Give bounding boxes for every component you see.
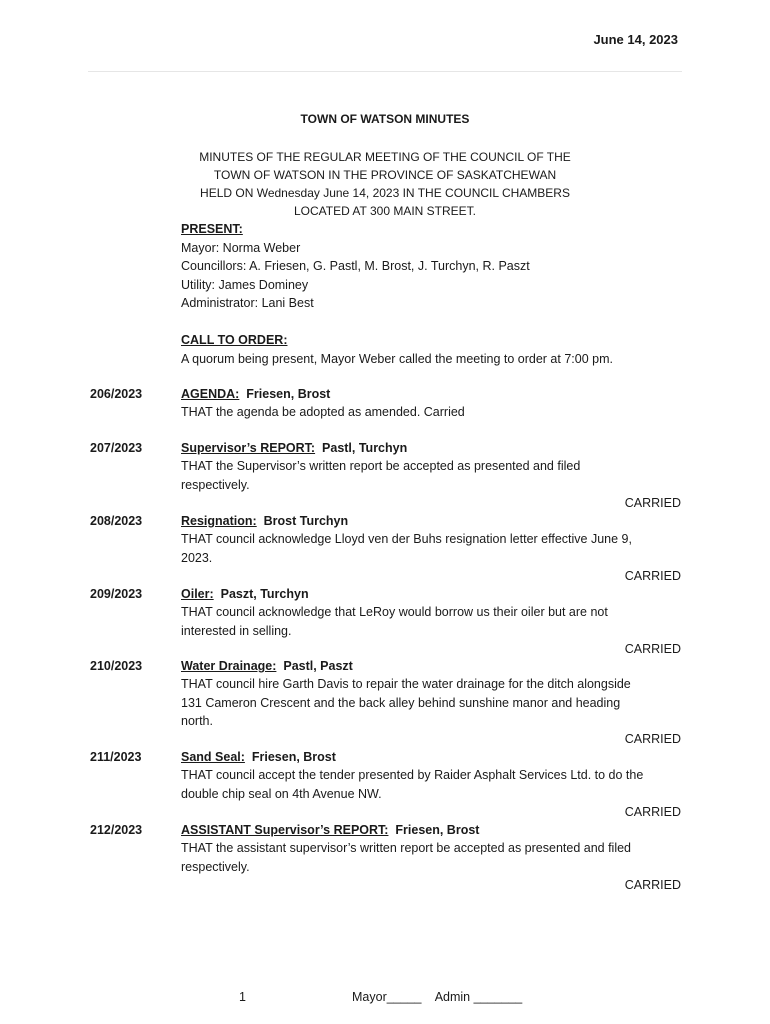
motion-text: 131 Cameron Crescent and the back alley behind sunshine manor and heading [181, 695, 621, 710]
header-divider [88, 71, 682, 72]
carried-label: CARRIED [624, 641, 681, 656]
page-footer [0, 990, 770, 1010]
present-line: Utility: James Dominey [181, 277, 309, 292]
motion-number: 211/2023 [90, 750, 142, 764]
motion-number: 207/2023 [90, 441, 143, 455]
present-line: Mayor: Norma Weber [181, 240, 301, 255]
motion-movers: Friesen, Brost [388, 823, 480, 837]
motion-movers: Paszt, Turchyn [213, 587, 309, 601]
motion-text: THAT council hire Garth Davis to repair the water drainage for the ditch alongside [181, 677, 631, 692]
motion-text: double chip seal on 4th Avenue NW. [181, 786, 382, 801]
present-line: Councillors: A. Friesen, G. Pastl, M. Brost, J. Turchyn, R. Paszt [181, 259, 530, 273]
motion-number: 212/2023 [90, 823, 143, 837]
page-number: 1 [239, 990, 246, 1004]
motion-label: Resignation: [181, 514, 257, 528]
motion-movers: Friesen, Brost [244, 750, 336, 764]
motion-text: THAT the Supervisor’s written report be accepted as presented and filed [181, 459, 581, 474]
motion-movers: Friesen, Brost [239, 387, 331, 401]
carried-label: CARRIED [624, 877, 681, 892]
carried-label: CARRIED [624, 732, 681, 747]
carried-label: CARRIED [624, 495, 681, 510]
motion-label: AGENDA: [181, 387, 240, 401]
motion-label: Water Drainage: [181, 659, 277, 673]
motion-number: 209/2023 [90, 587, 143, 601]
carried-label: CARRIED [624, 804, 681, 819]
document-date: June 14, 2023 [593, 32, 678, 47]
motion-text: interested in selling. [181, 623, 292, 638]
motion-text: 2023. [181, 550, 213, 565]
motion-movers: Brost Turchyn [256, 514, 349, 528]
motion-movers: Pastl, Paszt [276, 659, 353, 673]
intro-line: MINUTES OF THE REGULAR MEETING OF THE COUNCIL OF THE [199, 150, 571, 164]
motion-movers: Pastl, Turchyn [315, 441, 408, 455]
call-to-order-heading: CALL TO ORDER: [181, 333, 288, 347]
call-to-order-section [181, 331, 681, 368]
carried-label: CARRIED [624, 568, 681, 583]
motion-number: 208/2023 [90, 514, 143, 528]
motion-label: ASSISTANT Supervisor’s REPORT: [181, 823, 389, 837]
document-title: TOWN OF WATSON MINUTES [300, 112, 470, 126]
motion-text: THAT council acknowledge Lloyd ven der Buhs resignation letter effective June 9, [181, 532, 632, 547]
present-heading: PRESENT: [181, 222, 243, 236]
motion-text: THAT council acknowledge that LeRoy would borrow us their oiler but are not [181, 605, 608, 620]
intro-line: LOCATED AT 300 MAIN STREET. [293, 204, 477, 218]
motion-text: north. [181, 713, 213, 728]
motion-text: THAT the agenda be adopted as amended. Carried [181, 405, 465, 420]
motion-label: Oiler: [181, 587, 214, 601]
present-section [181, 220, 681, 313]
intro-line: HELD ON Wednesday June 14, 2023 IN THE COUNCIL CHAMBERS [200, 186, 570, 200]
motion-label: Supervisor’s REPORT: [181, 441, 316, 455]
motion-text: respectively. [181, 477, 250, 492]
motion-text: THAT the assistant supervisor’s written report be accepted as presented and filed [181, 841, 632, 856]
motion-number: 206/2023 [90, 387, 143, 401]
signature-line: Mayor_____ Admin _______ [352, 990, 523, 1004]
present-line: Administrator: Lani Best [181, 296, 314, 310]
motion-label: Sand Seal: [181, 750, 245, 764]
call-to-order-text: A quorum being present, Mayor Weber called the meeting to order at 7:00 pm. [181, 351, 613, 366]
motion-text: respectively. [181, 859, 250, 874]
intro-paragraph [0, 148, 770, 220]
intro-line: TOWN OF WATSON IN THE PROVINCE OF SASKATCHEWAN [213, 168, 557, 182]
motion-number: 210/2023 [90, 659, 143, 673]
motion-text: THAT council accept the tender presented by Raider Asphalt Services Ltd. to do the [181, 768, 644, 783]
